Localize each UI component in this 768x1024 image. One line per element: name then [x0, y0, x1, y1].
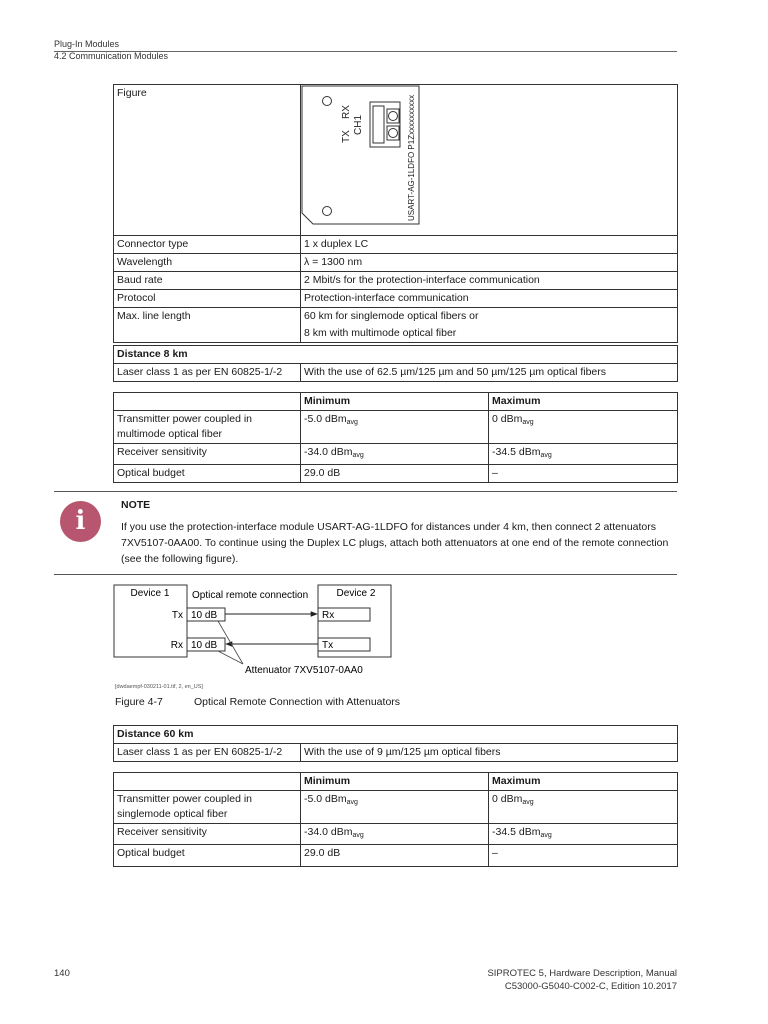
faceplate-outline — [302, 86, 419, 224]
row-label: Laser class 1 as per EN 60825-1/-2 — [114, 364, 301, 382]
row-label: Receiver sensitivity — [114, 444, 301, 465]
attenuator-label: Attenuator 7XV5107-0AA0 — [245, 665, 363, 676]
device-1-rx-label: Rx — [170, 640, 183, 651]
min-value: 29.0 dB — [301, 845, 489, 867]
page-number: 140 — [54, 968, 70, 979]
tx-label: TX — [341, 130, 352, 143]
max-value: – — [489, 465, 678, 483]
lc-port-rx-ferrule — [389, 129, 398, 138]
figure-caption-text: Optical Remote Connection with Attenuators — [194, 696, 401, 708]
row-label: Baud rate — [114, 272, 301, 290]
distance-60km-values-table — [113, 772, 678, 867]
distance-60km-table — [113, 725, 678, 762]
footer-doc-title: SIPROTEC 5, Hardware Description, Manual — [487, 968, 677, 979]
column-header-maximum: Maximum — [489, 773, 678, 791]
min-value: -5.0 dBm$_{avg}$ — [301, 791, 489, 824]
row-label: Transmitter power coupled in singlemode optical fiber — [114, 791, 301, 824]
row-value-line: 8 km with multimode optical fiber — [304, 327, 457, 339]
column-header-maximum: Maximum — [489, 393, 678, 411]
mounting-hole-top — [323, 97, 332, 106]
row-label: Transmitter power coupled in multimode optical fiber — [114, 411, 301, 444]
table-title: Distance 60 km — [114, 726, 678, 744]
table-title: Distance 8 km — [114, 346, 678, 364]
connection-label: Optical remote connection — [192, 590, 309, 601]
row-label: Optical budget — [114, 465, 301, 483]
note-divider-bottom — [54, 574, 677, 575]
device-1-tx-label: Tx — [171, 610, 183, 621]
row-label: Laser class 1 as per EN 60825-1/-2 — [114, 744, 301, 762]
header-divider — [54, 51, 677, 52]
device-2-label: Device 2 — [336, 588, 376, 599]
row-value: With the use of 9 µm/125 µm optical fibers — [301, 744, 678, 762]
module-spec-table — [113, 84, 678, 343]
max-value: – — [489, 845, 678, 867]
module-name-label: USART-AG-1LDFO P1Zxxxxxxxxxx — [407, 94, 416, 221]
row-value-line: 60 km for singlemode optical fibers or — [304, 310, 479, 322]
row-label: Receiver sensitivity — [114, 824, 301, 845]
max-value: 0 dBm$_{avg}$ — [489, 791, 678, 824]
max-value: -34.5 dBm$_{avg}$ — [489, 824, 678, 845]
distance-8km-table — [113, 345, 678, 382]
row-value — [301, 308, 678, 343]
optical-connection-diagram — [113, 583, 398, 680]
row-label: Connector type — [114, 236, 301, 254]
module-faceplate-diagram — [301, 85, 678, 230]
module-figure-cell — [301, 85, 678, 236]
lc-connector-clip — [373, 106, 384, 143]
info-icon: i — [60, 501, 101, 542]
row-value: With the use of 62.5 µm/125 µm and 50 µm/125 µm optical fibers — [301, 364, 678, 382]
device-2-rx-label: Rx — [322, 610, 335, 621]
min-value: -34.0 dBm$_{avg}$ — [301, 444, 489, 465]
row-label: Protocol — [114, 290, 301, 308]
mounting-hole-bottom — [323, 207, 332, 216]
min-value: 29.0 dB — [301, 465, 489, 483]
running-header-section: 4.2 Communication Modules — [54, 51, 169, 61]
note-divider-top — [54, 491, 677, 492]
figure-number: Figure 4-7 — [115, 696, 163, 708]
row-label: Wavelength — [114, 254, 301, 272]
column-header-minimum: Minimum — [301, 393, 489, 411]
footer-doc-id: C53000-G5040-C002-C, Edition 10.2017 — [504, 981, 677, 992]
running-header-chapter: Plug-In Modules — [54, 39, 120, 49]
empty-header-cell — [114, 773, 301, 791]
device-2-tx-label: Tx — [322, 640, 334, 651]
ch1-label: CH1 — [353, 114, 364, 135]
empty-header-cell — [114, 393, 301, 411]
row-label: Max. line length — [114, 308, 301, 343]
row-value: Protection-interface communication — [301, 290, 678, 308]
note-title: NOTE — [121, 499, 151, 511]
max-value: 0 dBm$_{avg}$ — [489, 411, 678, 444]
attenuator-rx-label: 10 dB — [191, 640, 218, 651]
max-value: -34.5 dBm$_{avg}$ — [489, 444, 678, 465]
column-header-minimum: Minimum — [301, 773, 489, 791]
lc-port-tx-ferrule — [389, 112, 398, 121]
min-value: -34.0 dBm$_{avg}$ — [301, 824, 489, 845]
figure-caption — [115, 696, 400, 708]
rx-label: RX — [341, 105, 352, 119]
figure-label: Figure — [114, 85, 301, 236]
device-1-label: Device 1 — [130, 588, 170, 599]
row-value: λ = 1300 nm — [301, 254, 678, 272]
row-label: Optical budget — [114, 845, 301, 867]
note-text: If you use the protection-interface module USART-AG-1LDFO for distances under 4 km, then connect 2 attenuators 7XV5107-0AA00. To continue using the Duplex LC plugs, attach both attenuators at one end of the remote connection (see the following figure). — [121, 521, 669, 565]
min-value: -5.0 dBm$_{avg}$ — [301, 411, 489, 444]
distance-8km-values-table — [113, 392, 678, 483]
row-value: 1 x duplex LC — [301, 236, 678, 254]
row-value: 2 Mbit/s for the protection-interface communication — [301, 272, 678, 290]
figure-source: [dwdaempf-030211-01.tif, 2, en_US] — [115, 684, 203, 690]
attenuator-tx-label: 10 dB — [191, 610, 218, 621]
